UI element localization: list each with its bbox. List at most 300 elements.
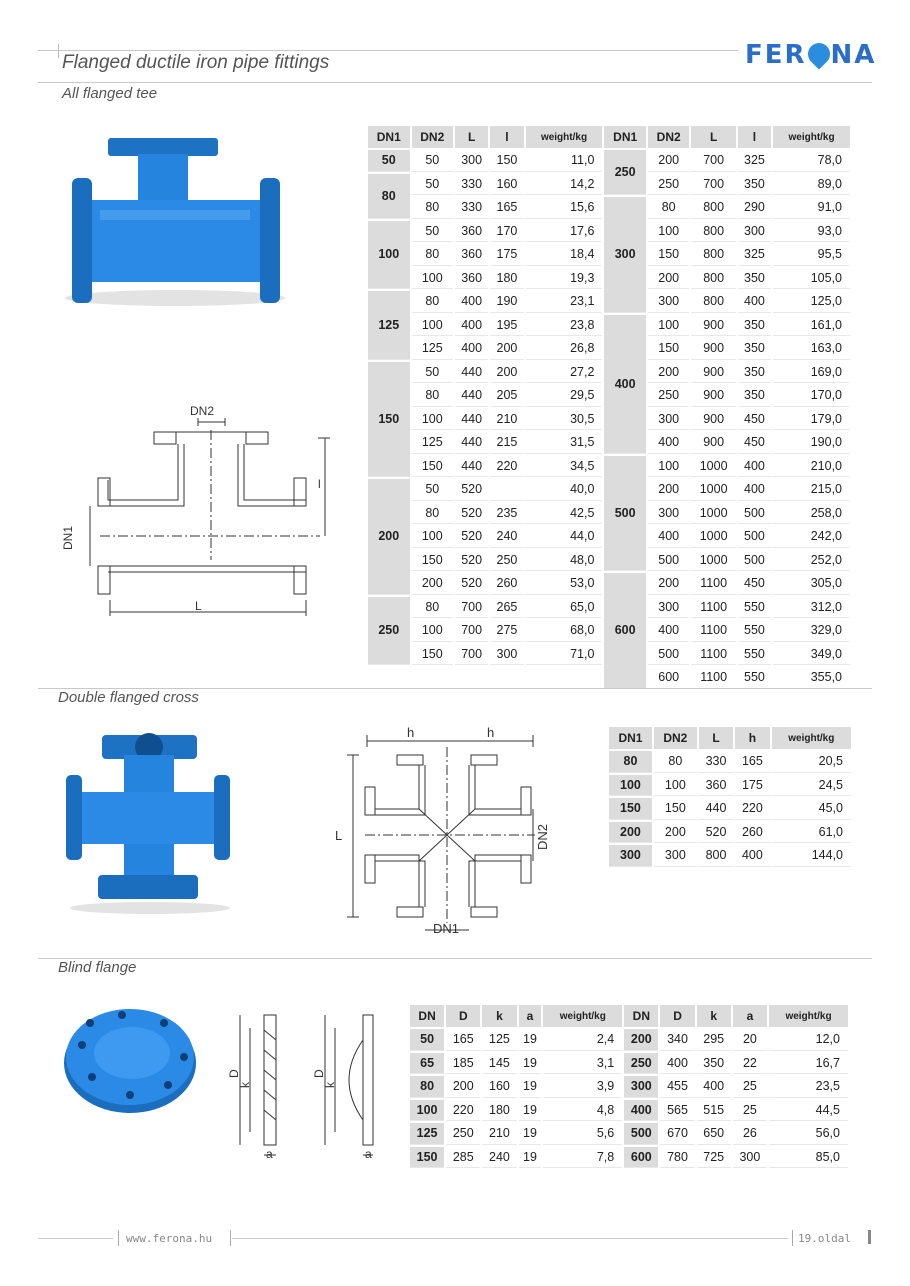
table-cell: 195 xyxy=(490,315,523,337)
table-row xyxy=(410,1053,848,1075)
table-cell: 179,0 xyxy=(773,409,850,431)
table-cell: 329,0 xyxy=(773,620,850,642)
table-cell: 56,0 xyxy=(769,1123,848,1145)
tee-l-small-label: l xyxy=(318,477,321,491)
tee-product-image xyxy=(60,128,290,308)
table-cell: 100 xyxy=(412,526,454,548)
footer-bar xyxy=(868,1230,871,1244)
table-cell: 350 xyxy=(738,338,771,360)
table-cell: 165 xyxy=(490,197,523,219)
empty-cell xyxy=(526,667,603,689)
column-header: DN2 xyxy=(648,126,690,148)
table-cell: 26 xyxy=(733,1123,767,1145)
table-cell: 80 xyxy=(412,291,454,313)
table-cell: 4,8 xyxy=(543,1100,622,1122)
table-row xyxy=(609,751,851,773)
table-cell: 360 xyxy=(699,775,733,797)
table-cell: 400 xyxy=(738,479,771,501)
table-cell: 440 xyxy=(699,798,733,820)
blind-flange-drawing-domed xyxy=(305,1010,385,1160)
footer-rule-middle xyxy=(232,1238,788,1239)
table-cell: 250 xyxy=(490,550,523,572)
table-cell: 350 xyxy=(738,174,771,196)
dn1-cell: 250 xyxy=(368,597,410,666)
table-cell: 1000 xyxy=(691,456,735,478)
table-cell: 250 xyxy=(648,174,690,196)
column-header: weight/kg xyxy=(543,1005,622,1027)
column-header: weight/kg xyxy=(769,1005,848,1027)
table-cell: 350 xyxy=(738,362,771,384)
table-cell: 68,0 xyxy=(526,620,603,642)
table-cell: 300 xyxy=(455,150,488,172)
table-cell: 44,5 xyxy=(769,1100,848,1122)
table-cell: 3,1 xyxy=(543,1053,622,1075)
section-rule-blind xyxy=(38,958,872,959)
table-cell: 400 xyxy=(738,456,771,478)
table-cell: 500 xyxy=(738,503,771,525)
table-cell: 500 xyxy=(648,550,690,572)
table-cell: 5,6 xyxy=(543,1123,622,1145)
table-cell: 400 xyxy=(648,432,690,454)
table-cell: 100 xyxy=(412,620,454,642)
table-cell: 400 xyxy=(455,338,488,360)
dn1-cell: 600 xyxy=(604,573,646,689)
empty-cell xyxy=(368,667,410,689)
table-cell: 150 xyxy=(648,338,690,360)
column-header: a xyxy=(733,1005,767,1027)
table-cell: 200 xyxy=(624,1029,658,1051)
dn1-cell: 100 xyxy=(368,221,410,290)
table-cell: 80 xyxy=(412,503,454,525)
table-cell: 300 xyxy=(648,291,690,313)
table-cell: 400 xyxy=(455,315,488,337)
logo-text-right: NA xyxy=(830,40,877,70)
water-drop-icon xyxy=(803,38,834,69)
table-cell: 1000 xyxy=(691,550,735,572)
table-cell: 780 xyxy=(660,1147,694,1169)
table-row xyxy=(368,573,850,595)
column-header: weight/kg xyxy=(773,126,850,148)
table-cell: 330 xyxy=(455,197,488,219)
blind-a-label-1: a xyxy=(266,1147,273,1161)
table-cell: 44,0 xyxy=(526,526,603,548)
table-cell: 400 xyxy=(660,1053,694,1075)
table-cell: 150 xyxy=(490,150,523,172)
table-cell: 14,2 xyxy=(526,174,603,196)
table-cell: 19 xyxy=(519,1123,542,1145)
footer-rule-left xyxy=(38,1238,113,1239)
table-cell: 900 xyxy=(691,432,735,454)
table-cell: 125 xyxy=(482,1029,516,1051)
table-cell: 700 xyxy=(691,174,735,196)
column-header: L xyxy=(699,727,733,749)
table-cell: 360 xyxy=(455,221,488,243)
table-cell: 53,0 xyxy=(526,573,603,595)
table-cell: 210,0 xyxy=(773,456,850,478)
table-cell: 23,5 xyxy=(769,1076,848,1098)
blind-d-label-2: D xyxy=(312,1069,326,1078)
table-row xyxy=(609,845,851,867)
table-cell: 360 xyxy=(455,244,488,266)
table-cell: 23,8 xyxy=(526,315,603,337)
table-cell: 205 xyxy=(490,385,523,407)
table-cell: 305,0 xyxy=(773,573,850,595)
table-cell: 300 xyxy=(648,409,690,431)
empty-cell xyxy=(412,667,454,689)
table-cell: 200 xyxy=(654,822,697,844)
table-cell: 91,0 xyxy=(773,197,850,219)
ferona-logo xyxy=(745,40,876,70)
table-cell: 265 xyxy=(490,597,523,619)
table-cell: 200 xyxy=(609,822,652,844)
cross-dn1-label: DN1 xyxy=(433,921,460,936)
table-cell: 1000 xyxy=(691,503,735,525)
table-cell: 500 xyxy=(624,1123,658,1145)
table-cell: 440 xyxy=(455,385,488,407)
table-cell: 700 xyxy=(455,620,488,642)
table-cell: 100 xyxy=(648,221,690,243)
table-cell: 450 xyxy=(738,432,771,454)
table-cell: 400 xyxy=(648,620,690,642)
table-cell: 900 xyxy=(691,409,735,431)
table-cell: 550 xyxy=(738,667,771,689)
table-cell: 349,0 xyxy=(773,644,850,666)
footer-tick-2 xyxy=(230,1230,231,1246)
table-cell: 125,0 xyxy=(773,291,850,313)
table-cell: 100 xyxy=(412,268,454,290)
table-cell: 400 xyxy=(648,526,690,548)
table-cell: 312,0 xyxy=(773,597,850,619)
table-cell: 78,0 xyxy=(773,150,850,172)
table-cell: 440 xyxy=(455,409,488,431)
table-cell: 190 xyxy=(490,291,523,313)
table-cell: 200 xyxy=(648,479,690,501)
blind-k-label-2: k xyxy=(323,1082,337,1088)
table-cell: 800 xyxy=(691,221,735,243)
table-row xyxy=(410,1123,848,1145)
table-cell: 185 xyxy=(446,1053,480,1075)
dn1-cell: 250 xyxy=(604,150,646,195)
table-cell: 900 xyxy=(691,362,735,384)
table-cell: 325 xyxy=(738,244,771,266)
table-cell: 260 xyxy=(490,573,523,595)
footer-tick-3 xyxy=(792,1230,793,1246)
table-cell: 440 xyxy=(455,362,488,384)
column-header: DN1 xyxy=(609,727,652,749)
table-cell: 144,0 xyxy=(772,845,851,867)
table-cell: 400 xyxy=(697,1076,731,1098)
table-cell: 165 xyxy=(735,751,769,773)
column-header: l xyxy=(490,126,523,148)
table-cell: 260 xyxy=(735,822,769,844)
table-cell: 400 xyxy=(735,845,769,867)
table-cell: 600 xyxy=(648,667,690,689)
table-cell: 61,0 xyxy=(772,822,851,844)
table-cell: 50 xyxy=(412,221,454,243)
table-cell: 100 xyxy=(410,1100,444,1122)
table-cell: 80 xyxy=(412,385,454,407)
header-rule-bottom xyxy=(38,82,872,83)
table-cell: 125 xyxy=(412,338,454,360)
table-cell: 520 xyxy=(455,573,488,595)
table-cell: 165 xyxy=(446,1029,480,1051)
table-cell: 242,0 xyxy=(773,526,850,548)
table-row xyxy=(410,1029,848,1051)
table-cell: 250 xyxy=(648,385,690,407)
table-row xyxy=(368,197,850,219)
table-cell: 400 xyxy=(624,1100,658,1122)
table-cell: 350 xyxy=(738,268,771,290)
table-cell: 65 xyxy=(410,1053,444,1075)
table-cell: 85,0 xyxy=(769,1147,848,1169)
table-cell: 30,5 xyxy=(526,409,603,431)
cross-h2-label: h xyxy=(487,725,495,740)
table-cell: 210 xyxy=(482,1123,516,1145)
table-cell: 19 xyxy=(519,1076,542,1098)
table-cell: 800 xyxy=(691,268,735,290)
table-cell: 200 xyxy=(648,150,690,172)
table-cell: 163,0 xyxy=(773,338,850,360)
table-cell: 125 xyxy=(412,432,454,454)
table-cell: 65,0 xyxy=(526,597,603,619)
dn1-cell: 150 xyxy=(368,362,410,478)
table-cell: 50 xyxy=(412,479,454,501)
table-cell: 50 xyxy=(410,1029,444,1051)
table-cell: 350 xyxy=(697,1053,731,1075)
table-cell: 190,0 xyxy=(773,432,850,454)
table-cell: 1100 xyxy=(691,597,735,619)
dn1-cell: 500 xyxy=(604,456,646,572)
table-cell: 3,9 xyxy=(543,1076,622,1098)
table-cell: 200 xyxy=(648,268,690,290)
table-row xyxy=(410,1147,848,1169)
table-cell: 200 xyxy=(648,362,690,384)
table-row xyxy=(368,456,850,478)
table-cell: 100 xyxy=(609,775,652,797)
table-cell: 25 xyxy=(733,1076,767,1098)
table-cell: 450 xyxy=(738,573,771,595)
table-cell: 18,4 xyxy=(526,244,603,266)
column-header: DN xyxy=(624,1005,658,1027)
table-cell: 300 xyxy=(609,845,652,867)
table-cell: 1000 xyxy=(691,479,735,501)
table-cell: 19 xyxy=(519,1100,542,1122)
column-header: DN1 xyxy=(604,126,646,148)
table-cell: 150 xyxy=(412,456,454,478)
column-header: DN1 xyxy=(368,126,410,148)
column-header: l xyxy=(738,126,771,148)
table-cell: 160 xyxy=(482,1076,516,1098)
cross-dn2-label: DN2 xyxy=(535,823,550,850)
table-cell: 175 xyxy=(490,244,523,266)
dn1-cell: 400 xyxy=(604,315,646,454)
table-cell: 19,3 xyxy=(526,268,603,290)
table-cell: 220 xyxy=(490,456,523,478)
table-cell: 19 xyxy=(519,1053,542,1075)
tee-dimension-table xyxy=(366,124,852,691)
table-cell: 34,5 xyxy=(526,456,603,478)
table-cell: 330 xyxy=(455,174,488,196)
table-cell: 500 xyxy=(738,526,771,548)
table-cell: 200 xyxy=(648,573,690,595)
table-cell: 89,0 xyxy=(773,174,850,196)
table-cell: 80 xyxy=(648,197,690,219)
table-cell: 40,0 xyxy=(526,479,603,501)
table-cell: 95,5 xyxy=(773,244,850,266)
tee-dn1-label: DN1 xyxy=(61,525,75,550)
dn1-cell: 300 xyxy=(604,197,646,313)
table-cell: 23,1 xyxy=(526,291,603,313)
table-cell: 300 xyxy=(738,221,771,243)
header-rule-top xyxy=(38,50,738,51)
table-cell: 360 xyxy=(455,268,488,290)
table-cell: 275 xyxy=(490,620,523,642)
table-cell: 80 xyxy=(609,751,652,773)
table-cell: 515 xyxy=(697,1100,731,1122)
page-title: Flanged ductile iron pipe fittings xyxy=(62,52,330,73)
table-cell: 48,0 xyxy=(526,550,603,572)
table-cell: 180 xyxy=(482,1100,516,1122)
table-cell: 440 xyxy=(455,432,488,454)
table-cell: 15,6 xyxy=(526,197,603,219)
table-cell: 670 xyxy=(660,1123,694,1145)
table-cell: 520 xyxy=(455,550,488,572)
table-cell: 800 xyxy=(691,291,735,313)
cross-technical-drawing xyxy=(335,725,555,940)
table-cell: 500 xyxy=(648,644,690,666)
column-header: weight/kg xyxy=(772,727,851,749)
table-cell: 50 xyxy=(412,362,454,384)
column-header: L xyxy=(455,126,488,148)
table-cell: 25 xyxy=(733,1100,767,1122)
table-cell: 16,7 xyxy=(769,1053,848,1075)
table-cell: 1100 xyxy=(691,644,735,666)
footer-page-number: 19.oldal xyxy=(798,1232,851,1245)
table-cell: 100 xyxy=(412,409,454,431)
table-cell: 500 xyxy=(738,550,771,572)
table-cell: 285 xyxy=(446,1147,480,1169)
table-cell: 700 xyxy=(455,644,488,666)
header-tick xyxy=(58,44,59,58)
table-cell: 100 xyxy=(654,775,697,797)
table-cell: 800 xyxy=(691,197,735,219)
column-header: h xyxy=(735,727,769,749)
tee-technical-drawing xyxy=(61,400,340,620)
column-header: DN xyxy=(410,1005,444,1027)
table-cell: 900 xyxy=(691,385,735,407)
table-cell: 215 xyxy=(490,432,523,454)
table-cell: 17,6 xyxy=(526,221,603,243)
table-cell: 27,2 xyxy=(526,362,603,384)
table-cell: 29,5 xyxy=(526,385,603,407)
table-cell: 252,0 xyxy=(773,550,850,572)
table-row xyxy=(410,1076,848,1098)
table-cell: 440 xyxy=(455,456,488,478)
table-cell: 80 xyxy=(410,1076,444,1098)
section-title-blind: Blind flange xyxy=(58,959,137,976)
dn1-cell: 50 xyxy=(368,150,410,172)
table-cell: 215,0 xyxy=(773,479,850,501)
table-cell: 2,4 xyxy=(543,1029,622,1051)
blind-d-label-1: D xyxy=(227,1069,241,1078)
table-cell: 240 xyxy=(490,526,523,548)
table-cell: 20,5 xyxy=(772,751,851,773)
table-cell: 550 xyxy=(738,597,771,619)
table-cell: 550 xyxy=(738,620,771,642)
table-cell: 240 xyxy=(482,1147,516,1169)
table-row xyxy=(368,315,850,337)
table-cell: 150 xyxy=(654,798,697,820)
table-cell: 169,0 xyxy=(773,362,850,384)
table-cell: 725 xyxy=(697,1147,731,1169)
column-header: k xyxy=(482,1005,516,1027)
column-header: a xyxy=(519,1005,542,1027)
table-cell: 325 xyxy=(738,150,771,172)
logo-text-left: FER xyxy=(745,40,807,70)
table-cell: 800 xyxy=(699,845,733,867)
table-cell: 235 xyxy=(490,503,523,525)
table-cell: 258,0 xyxy=(773,503,850,525)
dn1-cell: 200 xyxy=(368,479,410,595)
table-cell: 170,0 xyxy=(773,385,850,407)
table-cell: 22 xyxy=(733,1053,767,1075)
table-cell: 100 xyxy=(412,315,454,337)
table-cell: 31,5 xyxy=(526,432,603,454)
column-header: L xyxy=(691,126,735,148)
table-cell: 93,0 xyxy=(773,221,850,243)
table-cell: 220 xyxy=(446,1100,480,1122)
table-cell: 300 xyxy=(624,1076,658,1098)
table-cell: 1100 xyxy=(691,667,735,689)
table-cell: 300 xyxy=(490,644,523,666)
table-cell: 26,8 xyxy=(526,338,603,360)
tee-l-big-label: L xyxy=(195,599,202,613)
table-cell: 520 xyxy=(455,503,488,525)
table-cell: 125 xyxy=(410,1123,444,1145)
section-title-cross: Double flanged cross xyxy=(58,689,199,706)
table-cell: 12,0 xyxy=(769,1029,848,1051)
table-cell: 520 xyxy=(699,822,733,844)
table-cell: 350 xyxy=(738,315,771,337)
table-cell: 350 xyxy=(738,385,771,407)
table-cell: 170 xyxy=(490,221,523,243)
table-cell: 180 xyxy=(490,268,523,290)
table-cell: 290 xyxy=(738,197,771,219)
table-cell: 900 xyxy=(691,315,735,337)
dn1-cell: 125 xyxy=(368,291,410,360)
table-cell: 24,5 xyxy=(772,775,851,797)
table-cell: 50 xyxy=(412,150,454,172)
table-cell: 200 xyxy=(446,1076,480,1098)
footer-tick-1 xyxy=(118,1230,119,1246)
table-cell: 300 xyxy=(733,1147,767,1169)
table-cell: 300 xyxy=(654,845,697,867)
footer-url: www.ferona.hu xyxy=(126,1232,213,1245)
table-cell: 250 xyxy=(446,1123,480,1145)
dn1-cell: 80 xyxy=(368,174,410,219)
table-cell: 220 xyxy=(735,798,769,820)
table-cell: 150 xyxy=(609,798,652,820)
cross-dimension-table xyxy=(607,725,853,869)
blind-a-label-2: a xyxy=(365,1147,372,1161)
table-cell: 600 xyxy=(624,1147,658,1169)
table-cell: 1000 xyxy=(691,526,735,548)
blind-flange-drawing-flat xyxy=(220,1010,290,1160)
table-cell: 71,0 xyxy=(526,644,603,666)
table-cell: 100 xyxy=(648,315,690,337)
table-cell: 210 xyxy=(490,409,523,431)
table-cell: 150 xyxy=(410,1147,444,1169)
